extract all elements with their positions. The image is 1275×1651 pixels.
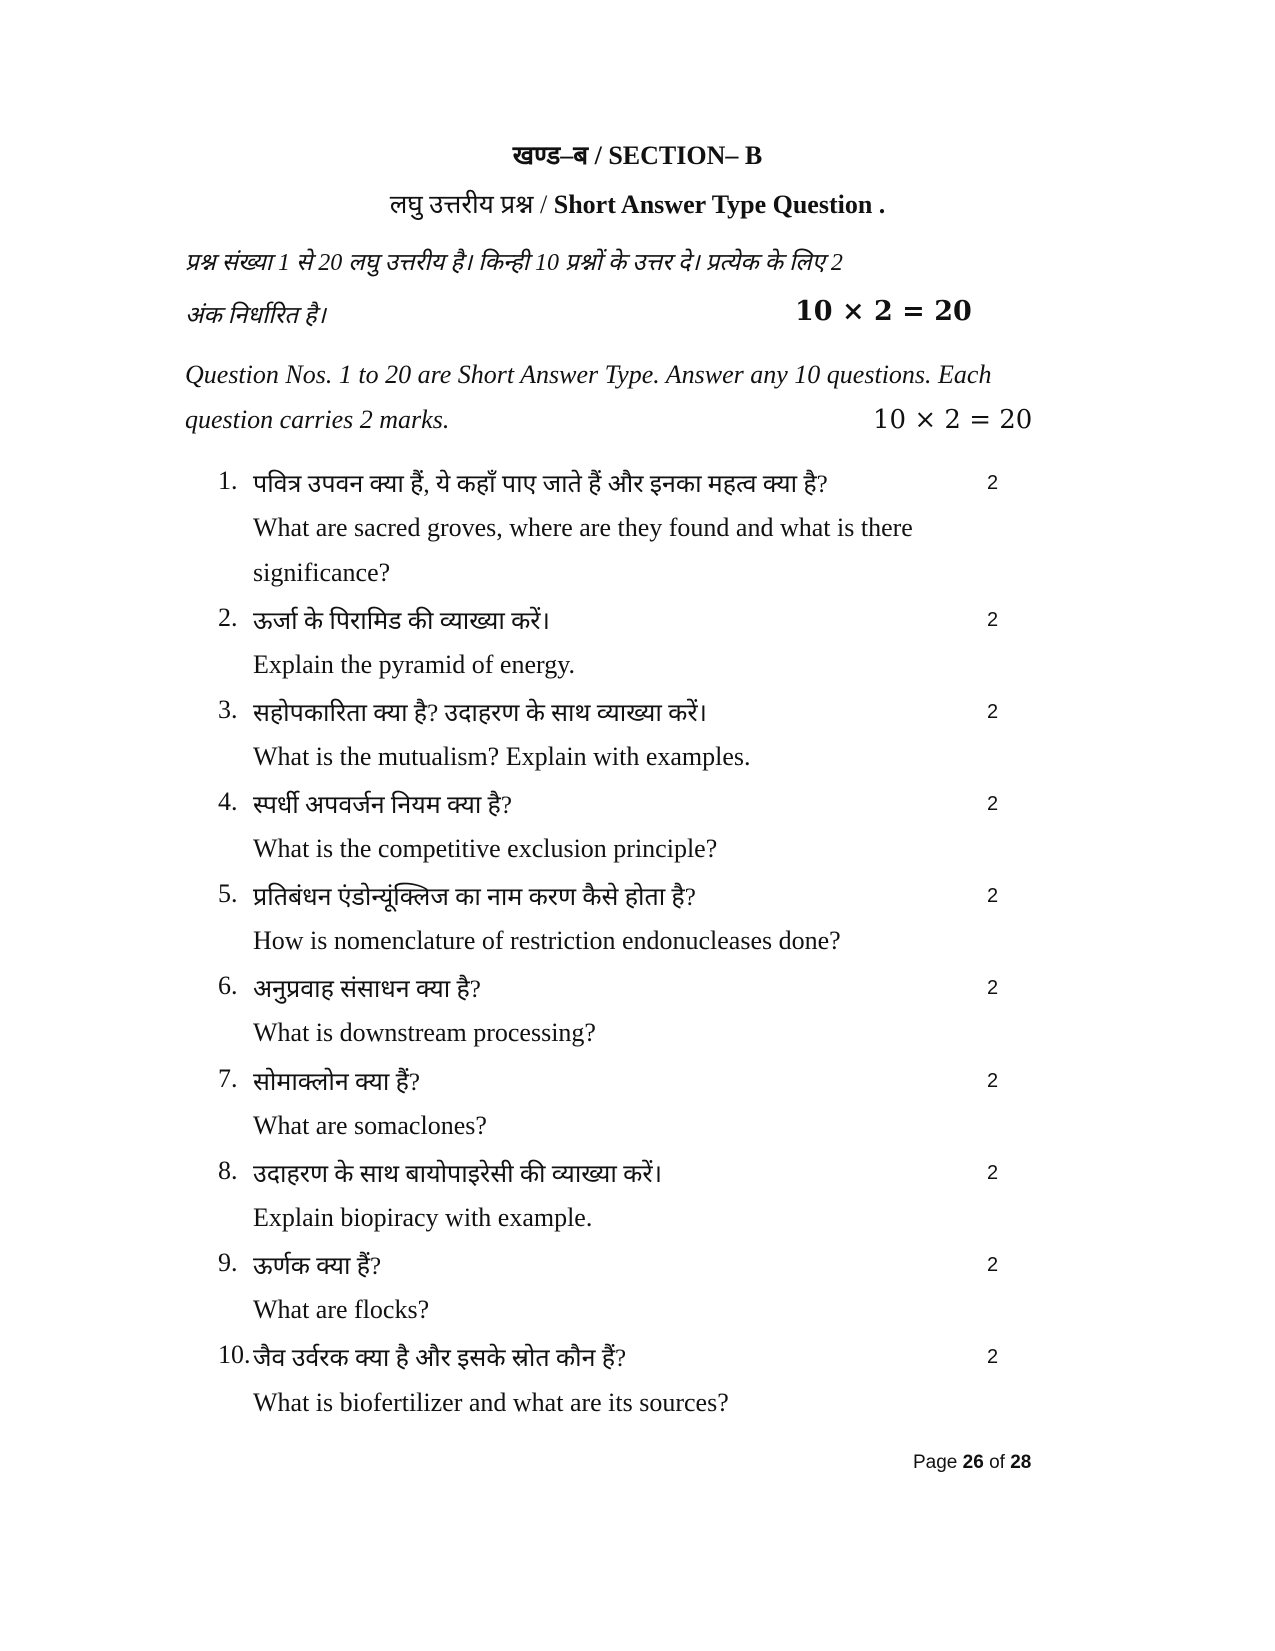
question-hindi: जैव उर्वरक क्या है और इसके स्रोत कौन हैं? — [253, 1345, 627, 1372]
question-number: 5. — [218, 879, 238, 908]
section-subtitle-hindi: लघु उत्तरीय प्रश्न / — [389, 190, 554, 219]
english-instruction-line1: Question Nos. 1 to 20 are Short Answer Type. Answer any 10 questions. Each — [185, 360, 992, 389]
hindi-marks-formula: 10 × 2 = 20 — [795, 296, 972, 327]
question-mark: 2 — [987, 1070, 999, 1092]
question-mark: 2 — [987, 1254, 999, 1276]
question-number: 9. — [218, 1248, 238, 1277]
question-number: 1. — [218, 466, 238, 495]
question-hindi: अनुप्रवाह संसाधन क्या है? — [253, 976, 481, 1003]
hindi-instruction-line2: अंक निर्धारित है। — [185, 303, 326, 329]
page-label: Page — [913, 1452, 963, 1473]
question-number: 8. — [218, 1156, 238, 1185]
page-total: 28 — [1010, 1452, 1032, 1473]
section-title: खण्ड–ब / SECTION– B — [512, 141, 763, 170]
question-hindi: पवित्र उपवन क्या हैं, ये कहाँ पाए जाते हैं और इनका महत्व क्या है? — [253, 471, 828, 498]
question-english: What is biofertilizer and what are its sources? — [253, 1388, 729, 1417]
question-mark: 2 — [987, 885, 999, 907]
question-english: What are somaclones? — [253, 1111, 487, 1140]
question-english: What is the competitive exclusion principle? — [253, 834, 718, 863]
question-mark: 2 — [987, 701, 999, 723]
page-number — [913, 1452, 1031, 1474]
question-number: 2. — [218, 603, 238, 632]
question-hindi: उदाहरण के साथ बायोपाइरेसी की व्याख्या करें। — [253, 1161, 663, 1188]
question-number: 7. — [218, 1064, 238, 1093]
question-mark: 2 — [987, 472, 999, 494]
question-english: How is nomenclature of restriction endonucleases done? — [253, 926, 841, 955]
question-hindi: प्रतिबंधन एंडोन्यूंक्लिज का नाम करण कैसे होता है? — [253, 884, 696, 911]
english-instruction-line2: question carries 2 marks. — [185, 405, 450, 434]
question-hindi: सहोपकारिता क्या है? उदाहरण के साथ व्याख्या करें। — [253, 700, 708, 727]
question-english: Explain biopiracy with example. — [253, 1203, 593, 1232]
question-mark: 2 — [987, 609, 999, 631]
question-english: What is downstream processing? — [253, 1018, 596, 1047]
question-english: What is the mutualism? Explain with examples. — [253, 742, 751, 771]
page-of: of — [983, 1452, 1011, 1473]
question-hindi: ऊर्जा के पिरामिड की व्याख्या करें। — [253, 608, 550, 635]
english-marks-formula: 10 × 2 = 20 — [873, 405, 1033, 435]
section-subtitle-english: Short Answer Type Question . — [553, 190, 886, 219]
page-current: 26 — [962, 1452, 984, 1473]
question-hindi: ऊर्णक क्या हैं? — [253, 1253, 382, 1280]
question-hindi: सोमाक्लोन क्या हैं? — [253, 1069, 420, 1096]
question-mark: 2 — [987, 1346, 999, 1368]
question-mark: 2 — [987, 1162, 999, 1184]
question-english: What are sacred groves, where are they found and what is there significance? — [253, 513, 913, 587]
question-english: Explain the pyramid of energy. — [253, 650, 576, 679]
question-number: 10. — [218, 1340, 251, 1369]
question-number: 6. — [218, 971, 238, 1000]
question-number: 4. — [218, 787, 238, 816]
question-hindi: स्पर्धी अपवर्जन नियम क्या है? — [253, 792, 512, 819]
hindi-instruction-line1: प्रश्न संख्या 1 से 20 लघु उत्तरीय है। किन्ही 10 प्रश्नों के उत्तर दे। प्रत्येक के लिए 2 — [185, 250, 843, 276]
question-mark: 2 — [987, 793, 999, 815]
question-mark: 2 — [987, 977, 999, 999]
question-english: What are flocks? — [253, 1295, 430, 1324]
question-number: 3. — [218, 695, 238, 724]
